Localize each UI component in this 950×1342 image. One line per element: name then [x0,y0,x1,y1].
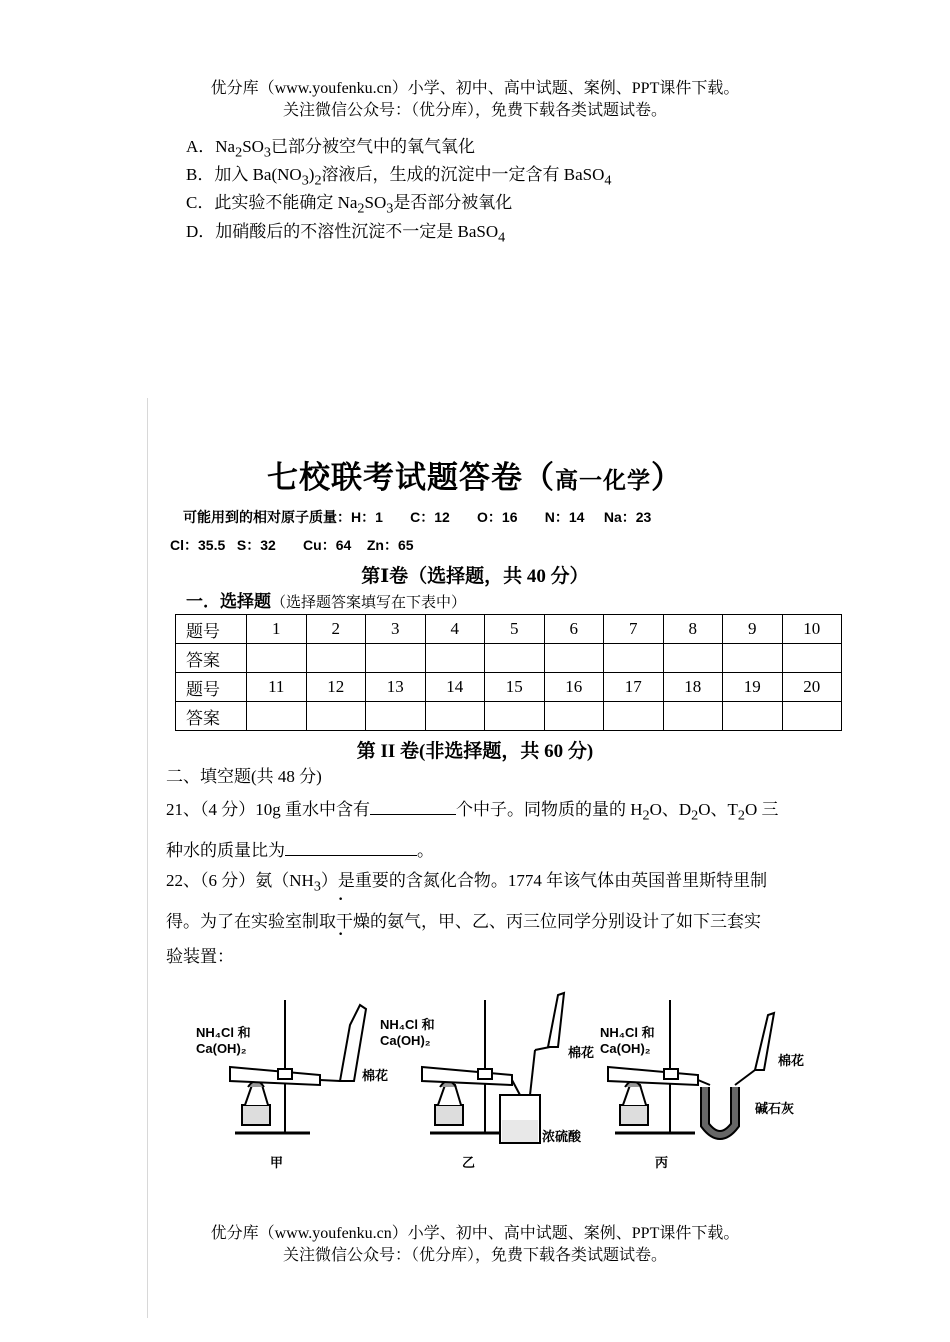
question-22: 22、（6 分）氨$(NH_3)$是重要的含氮化合物。1774 年该气体由英国普里斯特里制 得。为了在实验室制取干燥 · · 的氨气，甲、乙、丙三位同学分别设计了如下三套实 验装置： [166,871,768,967]
answer-cell[interactable] [663,644,723,673]
atomic-mass-line-2: Cl：35.5 S：32 Cu：64 Zn：65 [170,537,414,553]
option-d: D．加硝酸后的不溶性沉淀不一定是 BaSO$_4$ [186,222,506,246]
question-number: 5 [485,615,545,644]
emphasis-dry: 干燥 · · [336,904,370,939]
question-number: 6 [544,615,604,644]
header-line-2: 关注微信公众号：（优分库），免费下载各类试题试卷。 [282,102,667,119]
blank-neutron-count[interactable] [370,796,456,815]
answer-cell[interactable] [544,702,604,731]
reagent-label: NH₄Cl 和 [380,1017,435,1032]
section-1-heading: 第Ⅰ卷（选择题，共 40 分） [361,566,589,587]
soda-lime-label: 碱石灰 [755,1101,795,1116]
reagent-label: NH₄Cl 和 [600,1025,655,1040]
caption-jia: 甲 [270,1155,284,1170]
reagent-label: Ca(OH)₂ [380,1033,431,1048]
question-number-label: 题号 [176,673,247,702]
question-number: 7 [604,615,664,644]
option-b: B．加入 $Ba(NO_3)_2$溶液后，生成的沉淀中一定含有 BaSO$_4$ [186,165,612,189]
question-number: 11 [247,673,307,702]
answer-cell[interactable] [723,644,783,673]
answer-cell[interactable] [425,702,485,731]
question-21: 21、（4 分）10g 重水中含有 个中子。同物质的量的 $H_2O$、$D_2O$、$T_2O$ 三 种水的质量比为 。 [166,792,848,868]
apparatus-jia [230,1000,366,1133]
answer-cell[interactable] [306,644,366,673]
answer-cell[interactable] [247,702,307,731]
question-number: 13 [366,673,426,702]
question-number: 10 [782,615,842,644]
section-2-heading: 第 II 卷(非选择题，共 60 分) [356,741,594,762]
cotton-label: 棉花 [362,1068,389,1083]
apparatus-bing [608,1000,774,1135]
table-row [176,644,842,673]
blank-mass-ratio[interactable] [285,837,417,856]
answer-cell[interactable] [485,644,545,673]
question-number: 14 [425,673,485,702]
question-number: 2 [306,615,366,644]
question-number: 1 [247,615,307,644]
reagent-label: Ca(OH)₂ [600,1041,651,1056]
emphasis-dots: · · [338,891,353,944]
reagent-label: Ca(OH)₂ [196,1041,247,1056]
answer-label: 答案 [176,644,247,673]
caption-yi: 乙 [462,1155,476,1170]
answer-cell[interactable] [366,644,426,673]
question-number: 19 [723,673,783,702]
question-number: 17 [604,673,664,702]
option-c: C．此实验不能确定 $Na_2SO_3$是否部分被氧化 [186,193,513,217]
answer-cell[interactable] [247,644,307,673]
answer-cell[interactable] [604,702,664,731]
answer-cell[interactable] [723,702,783,731]
page-title: 七校联考试题答卷（高一化学） [267,460,683,495]
footer-line-2: 关注微信公众号：（优分库），免费下载各类试题试卷。 [282,1247,667,1264]
apparatus-figure [190,985,830,1175]
question-number-label: 题号 [176,615,247,644]
answer-cell[interactable] [485,702,545,731]
answer-cell[interactable] [366,702,426,731]
answer-cell[interactable] [782,702,842,731]
table-row [176,615,842,644]
question-number: 9 [723,615,783,644]
answer-cell[interactable] [425,644,485,673]
question-number: 3 [366,615,426,644]
question-number: 12 [306,673,366,702]
apparatus-yi [422,993,564,1143]
caption-bing: 丙 [655,1155,669,1170]
question-number: 16 [544,673,604,702]
header-line-1: 优分库（www.youfenku.cn）小学、初中、高中试题、案例、PPT课件下载。 [210,80,740,97]
answer-label: 答案 [176,702,247,731]
table-row [176,673,842,702]
cotton-label: 棉花 [568,1045,595,1060]
page-divider-line [147,398,148,1318]
answer-cell[interactable] [604,644,664,673]
question-number: 8 [663,615,723,644]
question-number: 20 [782,673,842,702]
answer-cell[interactable] [306,702,366,731]
question-number: 18 [663,673,723,702]
question-number: 15 [485,673,545,702]
answer-table [175,614,842,731]
cotton-label: 棉花 [778,1053,805,1068]
table-row [176,702,842,731]
answer-cell[interactable] [782,644,842,673]
section-1-label: 一．选择题（选择题答案填写在下表中） [186,592,467,611]
footer-line-1: 优分库（www.youfenku.cn）小学、初中、高中试题、案例、PPT课件下载。 [210,1225,740,1242]
question-number: 4 [425,615,485,644]
acid-label: 浓硫酸 [542,1129,582,1144]
option-a: A．$Na_2SO_3$已部分被空气中的氧气氧化 [186,137,475,161]
reagent-label: NH₄Cl 和 [196,1025,251,1040]
answer-cell[interactable] [544,644,604,673]
fill-in-heading: 二、填空题(共 48 分) [166,767,322,786]
atomic-mass-line-1: 可能用到的相对原子质量：H：1 C：12 O：16 N：14 Na：23 [183,509,652,525]
answer-cell[interactable] [663,702,723,731]
